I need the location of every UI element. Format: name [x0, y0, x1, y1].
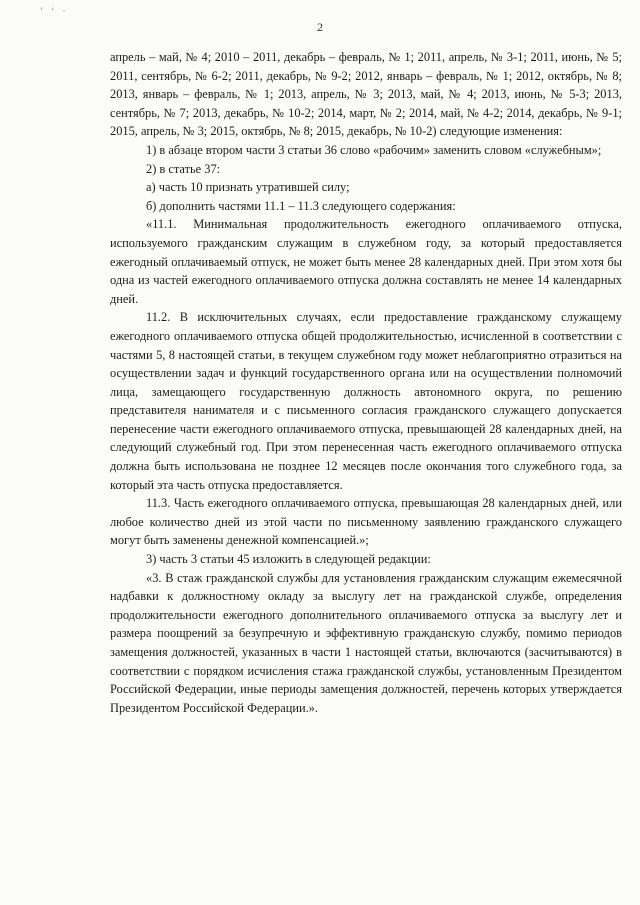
document-body [110, 48, 622, 717]
paragraph-part-11-3: 11.3. Часть ежегодного оплачиваемого отпуска, превышающая 28 календарных дней, или любое количество дней из этой части по письменному заявлению гражданского служащего могут быть заменены денежной компенсацией.»; [110, 496, 622, 548]
paragraph-item-3: 3) часть 3 статьи 45 изложить в следующей редакции: [146, 552, 431, 567]
paragraph-item-2: 2) в статье 37: [146, 161, 221, 176]
page-number: 2 [317, 20, 323, 34]
paragraph-part-3: «3. В стаж гражданской службы для установления гражданским служащим ежемесячной надбавки к должностному окладу за выслугу лет на гражданской службе, определения продолжительности ежегодного дополнительного оплачиваемого отпуска за выслугу лет и размера поощрений за безупречную и эффективную гражданскую службу, помимо периодов замещения должностей, указанных в части 1 настоящей статьи, включаются (засчитываются) в соответствии с порядком исчисления стажа гражданской службы, установленным Президентом Российской Федерации, иные периоды замещения должностей, перечень которых утверждается Президентом Российской Федерации.». [110, 570, 622, 715]
paragraph-item-2b: б) дополнить частями 11.1 – 11.3 следующего содержания: [146, 198, 456, 213]
paragraph-item-1: 1) в абзаце втором части 3 статьи 36 слово «рабочим» заменить словом «служебным»; [146, 142, 602, 157]
paragraph-part-11-1: «11.1. Минимальная продолжительность ежегодного оплачиваемого отпуска, используемого гражданским служащим в служебном году, за который предоставляется ежегодный оплачиваемый отпуск, не может быть менее 28 календарных дней. При этом хотя бы одна из частей ежегодного оплачиваемого отпуска должна составлять не менее 14 календарных дней. [110, 217, 622, 306]
paragraph-part-11-2: 11.2. В исключительных случаях, если предоставление гражданскому служащему ежегодного оплачиваемого отпуска общей продолжительностью, исчисленной в соответствии с частями 5, 8 настоящей статьи, в текущем служебном году может неблагоприятно отразиться на осуществлении задач и функций государственного органа или на осуществлении полномочий лица, замещающего государственную должность автономного округа, по решению представителя нанимателя и с письменного согласия гражданского служащего допускается перенесение части ежегодного оплачиваемого отпуска, превышающей 28 календарных дней, на следующий служебный год. При этом перенесенная часть ежегодного оплачиваемого отпуска должна быть использована не позднее 12 месяцев после окончания того служебного года, за который эта часть отпуска предоставляется. [110, 310, 622, 492]
paragraph-item-2a: а) часть 10 признать утратившей силу; [146, 180, 350, 195]
paragraph-continuation: апрель – май, № 4; 2010 – 2011, декабрь – февраль, № 1; 2011, апрель, № 3-1; 2011, июнь, № 5; 2011, сентябрь, № 6-2; 2011, декабрь, № 9-2; 2012, январь – февраль, № 1; 2012, октябрь, № 8; 2013, январь – февраль, № 1; 2013, апрель, № 3; 2013, май, № 4; 2013, июнь, № 5-3; 2013, сентябрь, № 7; 2013, декабрь, № 10-2; 2014, март, № 2; 2014, май, № 4-2; 2014, декабрь, № 9-1; 2015, апрель, № 3; 2015, октябрь, № 8; 2015, декабрь, № 10-2) следующие изменения: [110, 50, 622, 139]
scan-artifact: ʼ ‘ · [40, 6, 69, 16]
